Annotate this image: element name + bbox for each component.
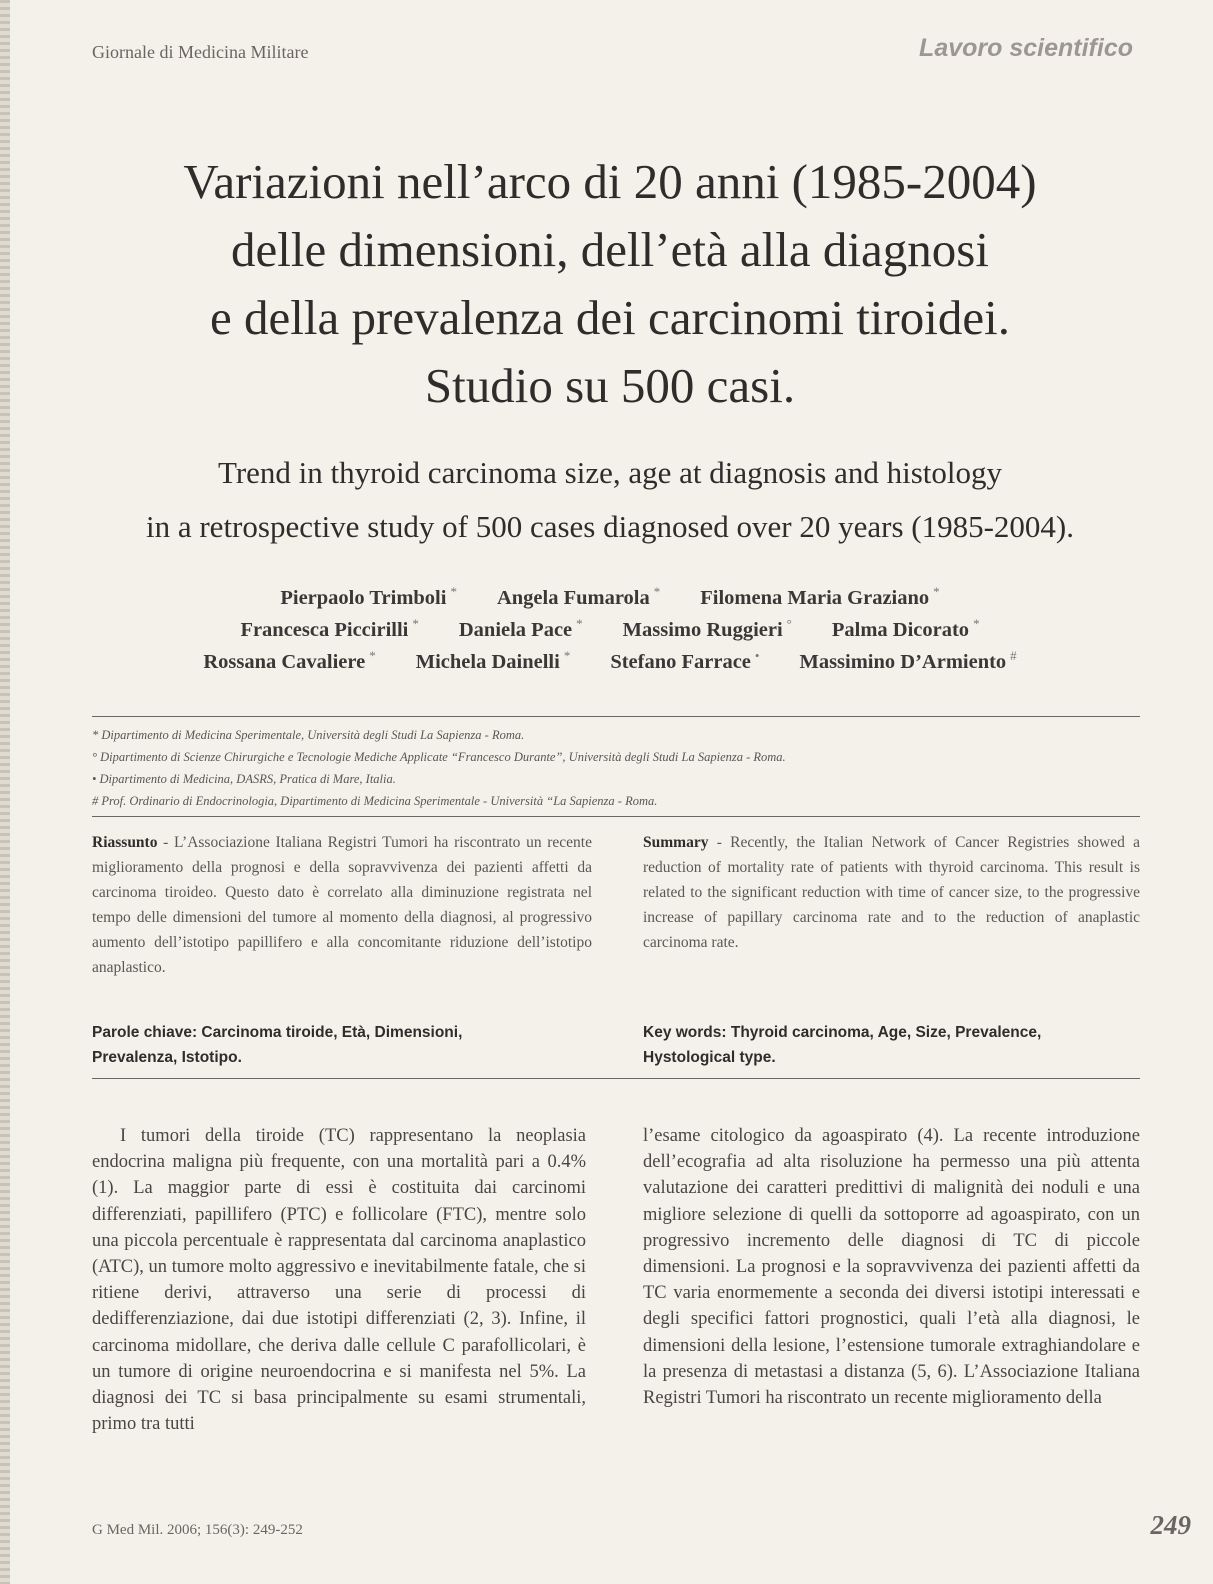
abstract-label: Riassunto xyxy=(92,834,158,851)
affiliation: # Prof. Ordinario di Endocrinologia, Dipartimento di Medicina Sperimentale - Università “La Sapienza - Roma. xyxy=(92,794,658,808)
author: Massimo Ruggieri ° xyxy=(622,616,792,641)
body-column-left xyxy=(92,1123,586,1437)
body-paragraph: l’esame citologico da agoaspirato (4). La recente introduzione dell’ecografia ad alta risoluzione ha permesso una più attenta valutazione dei caratteri predittivi di malignità dei noduli e una migliore selezione di quelli da sottoporre ad agoaspirato, con un progressivo incremento delle diagnosi di TC di piccole dimensioni. La prognosi e la sopravvivenza dei pazienti affetti da TC varia enormemente a seconda dei diversi istotipi interessati e degli specifici fattori prognostici, quali l’età alla diagnosi, le dimensioni della lesione, l’estensione tumorale extraghiandolare e la presenza di metastasi a distanza (5, 6). L’Associazione Italiana Registri Tumori ha riscontrato un recente miglioramento della xyxy=(643,1126,1140,1409)
author: Filomena Maria Graziano * xyxy=(700,584,940,609)
citation: G Med Mil. 2006; 156(3): 249-252 xyxy=(92,1522,303,1538)
affiliation-mark: • xyxy=(754,648,760,663)
title-line: e della prevalenza dei carcinomi tiroidei. xyxy=(210,290,1010,345)
author: Rossana Cavaliere * xyxy=(203,648,376,673)
affiliation-mark: * xyxy=(653,584,661,599)
author-list xyxy=(80,576,1140,672)
affiliation-mark: ° xyxy=(786,616,792,631)
author: Angela Fumarola * xyxy=(496,584,661,609)
affiliation-mark: * xyxy=(576,616,583,631)
abstract-label: Summary xyxy=(643,834,709,851)
section-label: Lavoro scientifico xyxy=(919,34,1133,62)
title-line: Variazioni nell’arco di 20 anni (1985-2004) xyxy=(183,154,1037,209)
page-binding-edge xyxy=(0,0,10,1584)
page-number: 249 xyxy=(1150,1510,1191,1540)
title-line: delle dimensioni, dell’età alla diagnosi xyxy=(231,222,989,277)
affiliation-mark: * xyxy=(369,648,376,663)
affiliation-mark: # xyxy=(1010,648,1017,663)
affiliation-mark: * xyxy=(412,616,419,631)
subtitle-line: in a retrospective study of 500 cases diagnosed over 20 years (1985-2004). xyxy=(145,509,1075,544)
subtitle-line: Trend in thyroid carcinoma size, age at diagnosis and histology xyxy=(217,455,1003,490)
affiliation: * Dipartimento di Medicina Sperimentale, Università degli Studi La Sapienza - Roma. xyxy=(92,728,525,742)
divider xyxy=(92,1078,1140,1079)
author: Stefano Farrace • xyxy=(610,648,760,673)
author: Massimino D’Armiento # xyxy=(799,648,1017,673)
body-column-right xyxy=(643,1123,1140,1411)
affiliation-list xyxy=(92,724,1132,812)
affiliation-mark: * xyxy=(973,616,980,631)
author: Pierpaolo Trimboli * xyxy=(280,584,457,609)
author: Francesca Piccirilli * xyxy=(240,616,419,641)
affiliation-mark: * xyxy=(933,584,940,599)
english-title xyxy=(70,446,1150,554)
author: Daniela Pace * xyxy=(458,616,583,641)
author: Palma Dicorato * xyxy=(831,616,980,641)
abstract-text: - Recently, the Italian Network of Cancer Registries showed a reduction of mortality rate of patients with thyroid carcinoma. This result is related to the significant reduction with time of cancer size, to the progressive increase of papillary carcinoma rate and to the reduction of anaplastic carcinoma rate. xyxy=(643,834,1140,951)
author-row xyxy=(80,576,1140,608)
affiliation: • Dipartimento di Medicina, DASRS, Pratica di Mare, Italia. xyxy=(92,772,396,786)
body-paragraph: I tumori della tiroide (TC) rappresentano la neoplasia endocrina maligna più frequente, con una mortalità pari a 0.4% (1). La maggior parte di essi è costituita dai carcinomi differenziati, papillifero (PTC) e follicolare (FTC), mentre solo una piccola percentuale è rappresentata dal carcinoma anaplastico (ATC), un tumore molto aggressivo e inevitabilmente fatale, che si ritiene derivi, attraverso una serie di processi di dedifferenziazione, dai due istotipi differenziati (2, 3). Infine, il carcinoma midollare, che deriva dalle cellule C parafollicolari, è un tumore di origine neuroendocrina e si manifesta nel 5%. La diagnosi dei TC si basa principalmente su esami strumentali, primo tra tutti xyxy=(92,1126,586,1435)
abstract-english xyxy=(643,830,1140,955)
journal-name: Giornale di Medicina Militare xyxy=(92,42,309,62)
author-row xyxy=(80,640,1140,672)
keywords-italian: Parole chiave: Carcinoma tiroide, Età, Dimensioni, Prevalenza, Istotipo. xyxy=(92,1024,463,1066)
abstract-italian xyxy=(92,830,592,980)
keywords-english: Key words: Thyroid carcinoma, Age, Size, Prevalence, Hystological type. xyxy=(643,1024,1042,1066)
article-title xyxy=(70,148,1150,420)
divider xyxy=(92,716,1140,717)
title-line: Studio su 500 casi. xyxy=(424,358,796,413)
divider xyxy=(92,816,1140,817)
affiliation-mark: * xyxy=(450,584,457,599)
affiliation: ° Dipartimento di Scienze Chirurgiche e Tecnologie Mediche Applicate “Francesco Durante”, Università degli Studi La Sapienza - Roma. xyxy=(92,750,786,764)
affiliation-mark: * xyxy=(563,648,571,663)
author: Michela Dainelli * xyxy=(415,648,571,673)
abstract-text: - L’Associazione Italiana Registri Tumori ha riscontrato un recente miglioramento della prognosi e della sopravvivenza dei pazienti affetti da carcinoma tiroideo. Questo dato è correlato alla diminuzione registrata nel tempo delle dimensioni del tumore al momento della diagnosi, al progressivo aumento dell’istotipo papillifero e alla concomitante riduzione dell’istotipo anaplastico. xyxy=(92,834,592,976)
author-row xyxy=(80,608,1140,640)
